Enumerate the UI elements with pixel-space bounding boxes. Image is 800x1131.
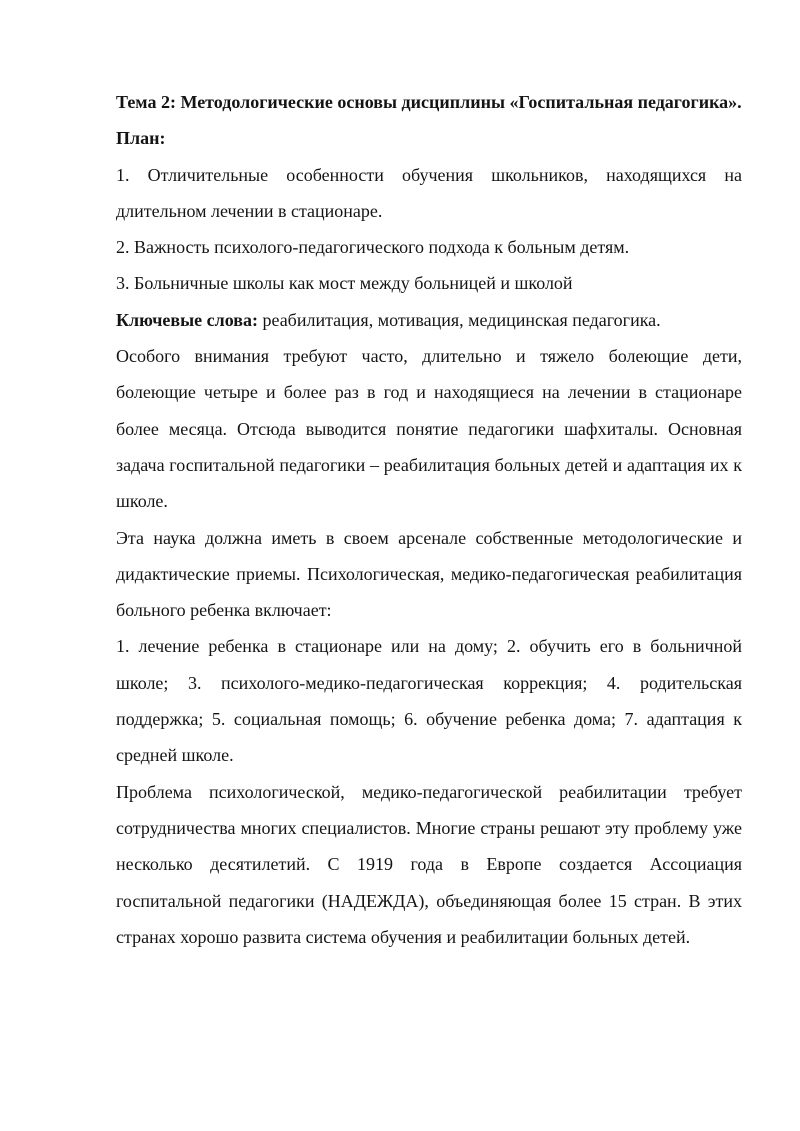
keywords-label: Ключевые слова: <box>116 309 258 330</box>
plan-item-1: 1. Отличительные особенности обучения школьников, находящихся на длительном лечении в стационаре. <box>116 164 742 221</box>
plan-item-3: 3. Больничные школы как мост между больницей и школой <box>116 273 573 294</box>
paragraph-2: Эта наука должна иметь в своем арсенале собственные методологические и дидактические приемы. Психологическая, медико-педагогическая реабилитация больного ребенка включает: <box>116 527 742 621</box>
paragraph-4: Проблема психологической, медико-педагогической реабилитации требует сотрудничества многих специалистов. Многие страны решают эту проблему уже несколько десятилетий. С 1919 года в Европе создается Ассоциация госпитальной педагогики (НАДЕЖДА), объединяющая более 15 стран. В этих странах хорошо развита система обучения и реабилитации больных детей. <box>116 781 742 947</box>
paragraph-1: Особого внимания требуют часто, длительно и тяжело болеющие дети, болеющие четыре и более раз в год и находящиеся на лечении в стационаре более месяца. Отсюда выводится понятие педагогики шафхиталы. Основная задача госпитальной педагогики – реабилитация больных детей и адаптация их к школе. <box>116 346 742 512</box>
paragraph-3: 1. лечение ребенка в стационаре или на дому; 2. обучить его в больничной школе; 3. психолого-медико-педагогическая коррекция; 4. родительская поддержка; 5. социальная помощь; 6. обучение ребенка дома; 7. адаптация к средней школе. <box>116 636 742 766</box>
plan-heading: План: <box>116 128 166 149</box>
keywords-text: реабилитация, мотивация, медицинская педагогика. <box>257 309 661 330</box>
plan-item-2: 2. Важность психолого-педагогического подхода к больным детям. <box>116 237 630 258</box>
topic-title: Тема 2: Методологические основы дисциплины «Госпитальная педагогика». <box>116 92 742 112</box>
keywords-line <box>116 302 742 338</box>
